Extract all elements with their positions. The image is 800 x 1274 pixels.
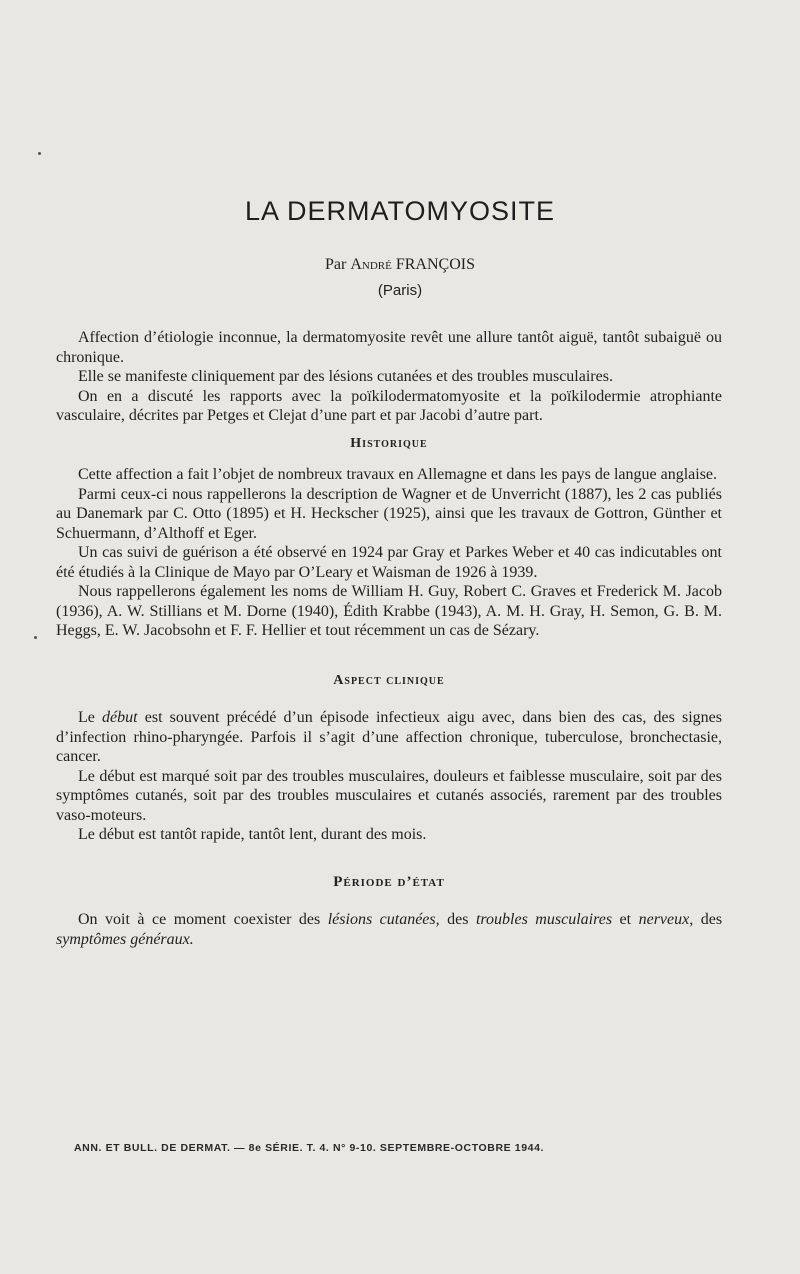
historique-paragraph: Nous rappellerons également les noms de William H. Guy, Robert C. Graves et Frederick M. Jacob (1936), A. W. Stillians et M. Dorne (1940), Édith Krabbe (1943), A. M. H. Gray, H. Semon, G. B. M. Heggs, E. W. Jacobsohn et F. F. Hellier et tout récemment un cas de Sézary.: [56, 583, 722, 639]
periode-paragraph: [56, 910, 722, 949]
author-last-name: FRANÇOIS: [395, 256, 475, 273]
periode-emphasis: symptômes généraux.: [56, 930, 194, 948]
historique-paragraph: Un cas suivi de guérison a été observé en 1924 par Gray et Parkes Weber et 40 cas indicutables ont été étudiés à la Clinique de Mayo par O’Leary et Waisman de 1926 à 1939.: [56, 544, 722, 581]
aspect-text: Le: [78, 709, 95, 726]
section-heading-periode-etat: Période d’état: [333, 873, 445, 890]
section-heading-historique: Historique: [350, 435, 428, 451]
aspect-paragraph: [56, 708, 722, 767]
periode-emphasis: nerveux,: [638, 911, 694, 928]
periode-emphasis: lésions cutanées,: [327, 911, 440, 928]
periode-emphasis: troubles musculaires: [475, 911, 613, 928]
periode-text: des: [447, 911, 469, 928]
aspect-paragraph: Le début est marqué soit par des troubles musculaires, douleurs et faiblesse musculaire, soit par des symptômes cutanés, soit par des troubles musculaires et cutanés associés, rarement par des troubles vaso-moteurs.: [56, 767, 722, 824]
article-title: LA DERMATOMYOSITE: [244, 196, 556, 226]
author-location: (Paris): [377, 282, 423, 299]
section-heading-aspect-clinique: Aspect clinique: [333, 672, 445, 688]
journal-footer: ANN. ET BULL. DE DERMAT. — 8e SÉRIE. T. 4. N° 9-10. SEPTEMBRE-OCTOBRE 1944.: [74, 1142, 545, 1154]
aspect-paragraph: Le début est tantôt rapide, tantôt lent, durant des mois.: [78, 826, 427, 843]
ink-speck: [38, 152, 41, 155]
intro-paragraph: Affection d’étiologie inconnue, la dermatomyosite revêt une allure tantôt aiguë, tantôt subaiguë ou chronique.: [56, 329, 722, 366]
intro-paragraph: On en a discuté les rapports avec la poïkilodermatomyosite et la poïkilodermie atrophiante vasculaire, décrites par Petges et Clejat d’une part et par Jacobi d’autre part.: [56, 387, 722, 424]
author-byline: [0, 256, 800, 274]
aspect-emphasis: début: [102, 709, 138, 726]
periode-text: et: [619, 911, 632, 928]
periode-text: On voit à ce moment coexister des: [78, 911, 321, 928]
ink-speck: [34, 636, 37, 639]
historique-paragraph: Cette affection a fait l’objet de nombreux travaux en Allemagne et dans les pays de langue anglaise.: [78, 466, 718, 483]
intro-paragraph: Elle se manifeste cliniquement par des lésions cutanées et des troubles musculaires.: [78, 368, 613, 385]
article-body: [56, 328, 722, 949]
author-first-name: André: [350, 256, 392, 273]
byline-prefix: Par: [325, 256, 347, 273]
periode-text: des: [700, 911, 723, 928]
historique-paragraph: Parmi ceux-ci nous rappellerons la description de Wagner et de Unverricht (1887), les 2 cas publiés au Danemark par C. Otto (1895) et H. Heckscher (1925), ainsi que les travaux de Gottron, Günther et Schuermann, d’Althoff et Eger.: [56, 485, 722, 542]
aspect-text: est souvent précédé d’un épisode infectieux aigu avec, dans bien des cas, des signes d’infection rhino-pharyngée. Parfois il s’agit d’une affection chronique, tuberculose, bronchectasie, cancer.: [56, 709, 723, 765]
